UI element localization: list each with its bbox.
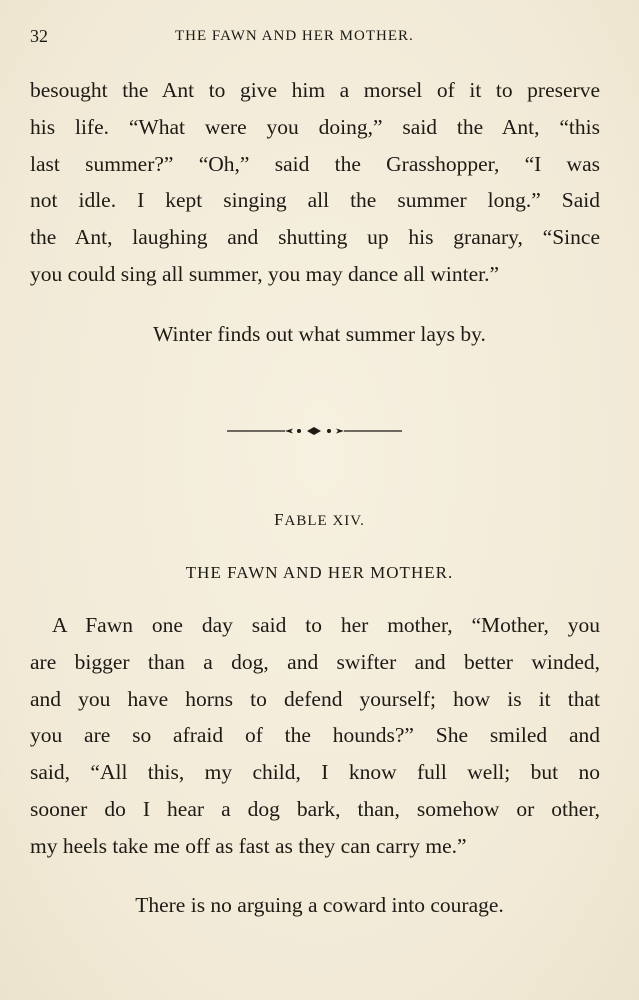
text-line: sooner do I hear a dog bark, than, somehow or other, xyxy=(30,796,600,821)
fable-14-moral: There is no arguing a coward into courage. xyxy=(135,893,504,917)
text-line: and you have horns to defend yourself; how is it that xyxy=(30,686,600,711)
text-line: you are so afraid of the hounds?” She smiled and xyxy=(30,723,600,748)
fable-number xyxy=(0,510,639,530)
page-number: 32 xyxy=(30,26,48,46)
section-divider-ornament xyxy=(227,421,402,441)
text-line: my heels take me off as fast as they can carry me.” xyxy=(30,833,467,858)
text-line: last summer?” “Oh,” said the Grasshopper, “I was xyxy=(30,151,600,176)
fable-13-moral: Winter finds out what summer lays by. xyxy=(153,322,486,346)
text-line: not idle. I kept singing all the summer long.” Said xyxy=(30,188,600,213)
page-header xyxy=(30,22,600,52)
fable-title: THE FAWN AND HER MOTHER. xyxy=(185,563,454,582)
text-line: you could sing all summer, you may dance all winter.” xyxy=(30,261,500,286)
text-line: the Ant, laughing and shutting up his granary, “Since xyxy=(30,225,600,250)
text-line: his life. “What were you doing,” said the Ant, “this xyxy=(30,114,600,139)
running-head: THE FAWN AND HER MOTHER. xyxy=(175,28,414,44)
fable-label-initial: F xyxy=(274,510,285,529)
text-line: A Fawn one day said to her mother, “Mother, you xyxy=(52,613,600,637)
fable-13-closing-paragraph xyxy=(30,72,600,293)
text-line: are bigger than a dog, and swifter and better winded, xyxy=(30,649,600,674)
text-line: besought the Ant to give him a morsel of it to preserve xyxy=(30,78,600,102)
fable-label-rest: ABLE xyxy=(284,513,328,529)
fable-roman-numeral: XIV. xyxy=(332,513,365,529)
text-line: said, “All this, my child, I know full well; but no xyxy=(30,760,600,785)
fable-14-paragraph xyxy=(30,607,600,865)
